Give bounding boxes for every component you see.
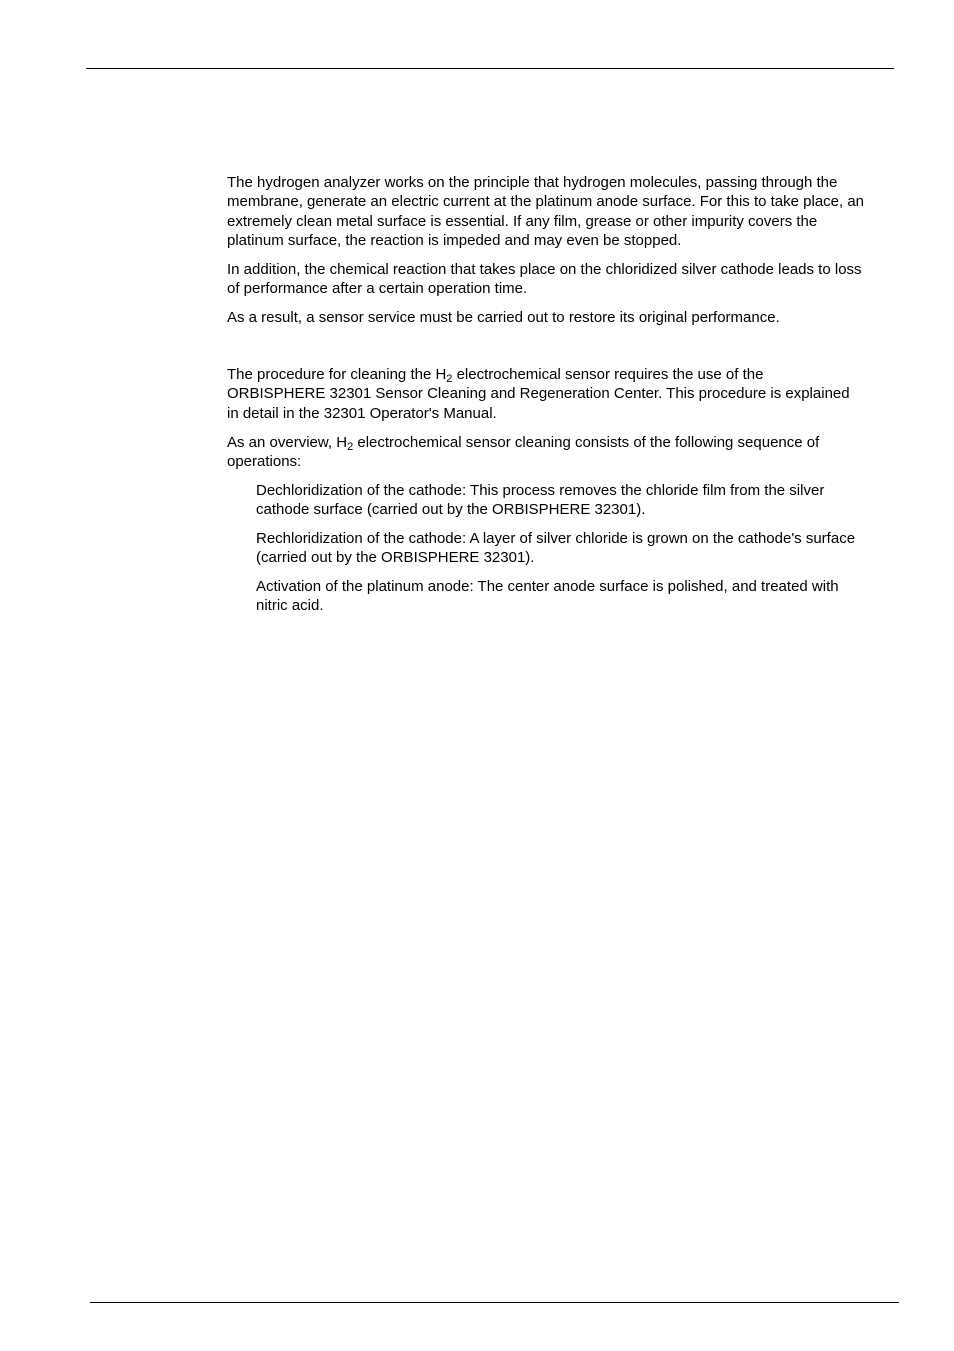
text-line: platinum surface, the reaction is impeded and may even be stopped. bbox=[227, 232, 682, 250]
text-line: As a result, a sensor service must be carried out to restore its original performance. bbox=[227, 309, 780, 326]
text-line: The hydrogen analyzer works on the principle that hydrogen molecules, passing through the bbox=[227, 174, 838, 191]
step-dechloridization bbox=[256, 481, 824, 520]
text-line: In addition, the chemical reaction that takes place on the chloridized silver cathode leads to loss bbox=[227, 261, 862, 278]
text-line bbox=[227, 365, 850, 384]
step-rechloridization bbox=[256, 529, 855, 568]
text-fragment: The procedure for cleaning the H bbox=[227, 366, 447, 383]
text-line: operations: bbox=[227, 453, 302, 471]
step-activation bbox=[256, 577, 839, 616]
text-fragment: electrochemical sensor cleaning consists of the following sequence of bbox=[353, 434, 820, 451]
footer-rule bbox=[90, 1302, 899, 1303]
subscript: 2 bbox=[347, 441, 354, 453]
text-fragment: As an overview, H bbox=[227, 434, 348, 451]
overview-paragraph bbox=[227, 433, 819, 472]
text-line: nitric acid. bbox=[256, 597, 324, 615]
text-line: ORBISPHERE 32301 Sensor Cleaning and Regeneration Center. This procedure is explained bbox=[227, 385, 850, 403]
intro-paragraph-result bbox=[227, 308, 780, 327]
intro-paragraph-cathode bbox=[227, 260, 862, 299]
text-line: cathode surface (carried out by the ORBISPHERE 32301). bbox=[256, 501, 646, 519]
text-fragment: electrochemical sensor requires the use of the bbox=[452, 366, 764, 383]
text-line: Dechloridization of the cathode: This process removes the chloride film from the silver bbox=[256, 482, 825, 499]
text-line bbox=[227, 433, 819, 452]
text-line: (carried out by the ORBISPHERE 32301). bbox=[256, 549, 535, 567]
intro-paragraph-principle bbox=[227, 173, 864, 251]
text-line: Activation of the platinum anode: The center anode surface is polished, and treated with bbox=[256, 578, 839, 595]
text-line: of performance after a certain operation time. bbox=[227, 280, 528, 298]
procedure-paragraph bbox=[227, 365, 850, 423]
subscript: 2 bbox=[446, 373, 453, 385]
text-line: extremely clean metal surface is essential. If any film, grease or other impurity covers the bbox=[227, 212, 818, 230]
text-line: Rechloridization of the cathode: A layer of silver chloride is grown on the cathode's surface bbox=[256, 530, 856, 547]
text-line: membrane, generate an electric current at the platinum anode surface. For this to take place, an bbox=[227, 193, 865, 211]
header-rule bbox=[86, 68, 894, 69]
text-line: in detail in the 32301 Operator's Manual. bbox=[227, 404, 497, 422]
